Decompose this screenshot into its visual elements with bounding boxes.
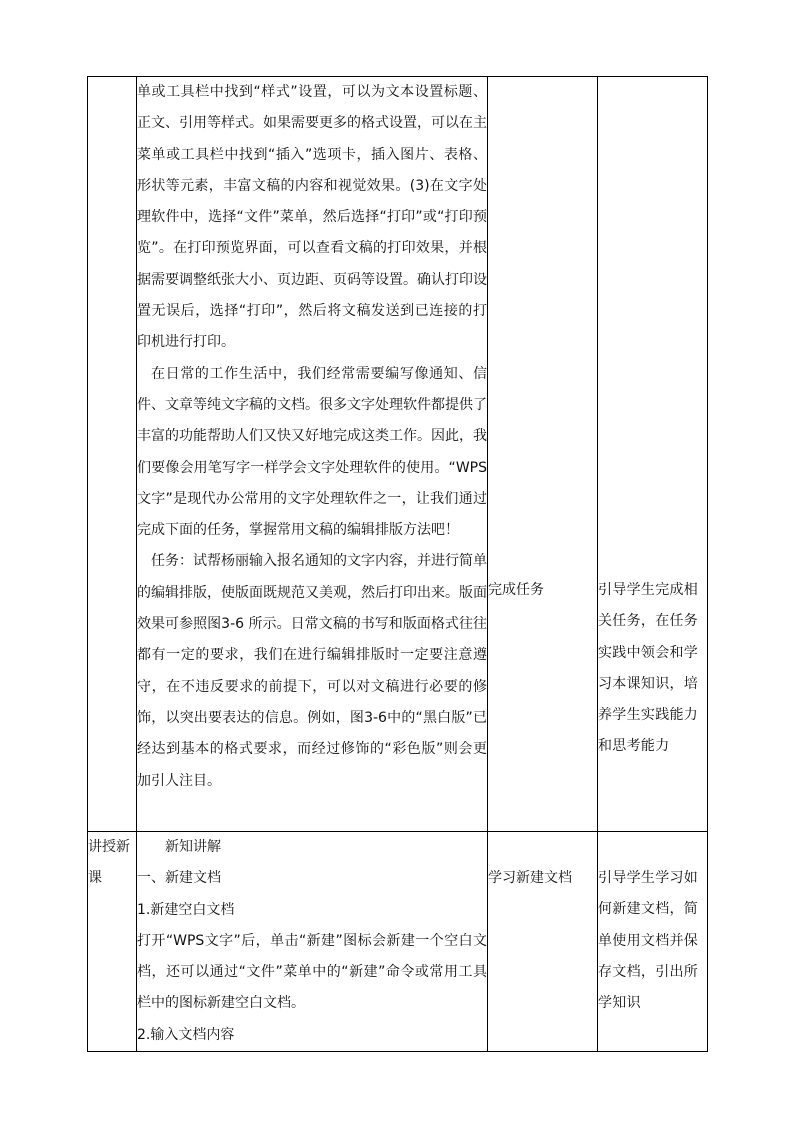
paragraph: 在日常的工作生活中，我们经常需要编写像通知、信件、文章等纯文字稿的文档。很多文字处理软件都提供了丰富的功能帮助人们又快又好地完成这类工作。因此，我们要像会用笔写字一样学会文字处理软件的使用。“WPS文字”是现代办公常用的文字处理软件之一，让我们通过完成下面的任务，掌握常用文稿的编辑排版方法吧！ xyxy=(137,365,487,539)
paragraph: 任务：试帮杨丽输入报名通知的文字内容，并进行简单的编辑排版，使版面既规范又美观，然后打印出来。版面效果可参照图3-6 所示。日常文稿的书写和版面格式往往都有一定的要求，我们在进行编辑排版时一定要注意遵守，在不违反要求的前提下，可以对文稿进行必要的修饰，以突出要表达的信息。例如，图3-6中的“黑白版”已经达到基本的格式要求，而经过修饰的“彩色版”则会更加引人注目。 xyxy=(137,553,487,789)
design-intent-cell xyxy=(598,77,708,832)
student-activity-cell xyxy=(488,77,598,832)
subsection-heading: 1.新建空白文档 xyxy=(137,901,235,918)
subheading: 新知讲解 xyxy=(165,839,221,855)
subsection-heading: 2.输入文档内容 xyxy=(137,1026,235,1043)
lesson-plan-table xyxy=(87,76,708,1052)
student-activity-text: 学习新建文档 xyxy=(488,870,572,886)
teaching-content-cell xyxy=(137,77,488,832)
paragraph: 打开“WPS文字”后，单击“新建”图标会新建一个空白文档，还可以通过“文件”菜单中的“新建”命令或常用工具栏中的图标新建空白文档。 xyxy=(137,932,487,1012)
design-intent-text: 引导学生学习如何新建文档，简单使用文档并保存文档，引出所学知识 xyxy=(598,870,699,1012)
paragraph: 单或工具栏中找到“样式”设置，可以为文本设置标题、正文、引用等样式。如果需要更多的格式设置，可以在主菜单或工具栏中找到“插入”选项卡，插入图片、表格、形状等元素，丰富文稿的内容和视觉效果。(3)在文字处理软件中，选择“文件”菜单，然后选择“打印”或“打印预览”。在打印预览界面，可以查看文稿的打印效果，并根据需要调整纸张大小、页边距、页码等设置。确认打印设置无误后，选择“打印”，然后将文稿发送到已连接的打印机进行打印。 xyxy=(137,84,487,351)
teaching-content-cell xyxy=(137,832,488,1052)
section-heading: 一、新建文档 xyxy=(137,870,221,887)
student-activity-text: 完成任务 xyxy=(488,582,544,598)
table-row xyxy=(88,77,708,832)
student-activity-cell xyxy=(488,832,598,1052)
stage-label: 讲授新课 xyxy=(88,832,137,1052)
design-intent-cell xyxy=(598,832,708,1052)
design-intent-text: 引导学生完成相关任务，在任务实践中领会和学习本课知识，培养学生实践能力和思考能力 xyxy=(598,582,699,755)
table-row xyxy=(88,832,708,1052)
stage-cell xyxy=(88,77,137,832)
